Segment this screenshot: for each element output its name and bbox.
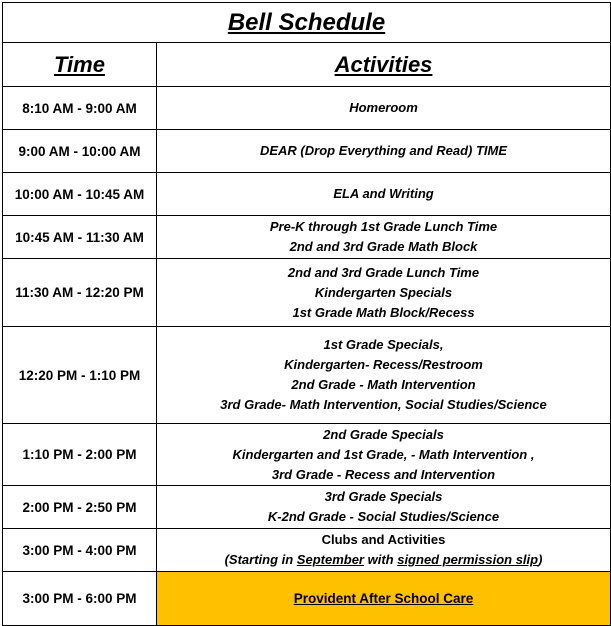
activity-line: 1st Grade Math Block/Recess: [292, 304, 475, 320]
table-row: [3, 486, 611, 529]
header-row: [3, 43, 611, 87]
table-row: [3, 259, 611, 327]
activity-line: 2nd and 3rd Grade Math Block: [289, 239, 478, 254]
activity-line: K-2nd Grade - Social Studies/Science: [267, 509, 500, 524]
activity-line: Kindergarten Specials: [314, 284, 453, 300]
title-row: [3, 3, 611, 43]
month-text: September: [296, 552, 364, 567]
activity-line: 3rd Grade Specials: [324, 489, 443, 504]
time-cell: 3:00 PM - 4:00 PM: [3, 529, 157, 572]
highlighted-activity-cell: [157, 572, 611, 626]
time-cell: 2:00 PM - 2:50 PM: [3, 486, 157, 529]
table-row: [3, 529, 611, 572]
time-cell: 10:00 AM - 10:45 AM: [3, 173, 157, 216]
activity-line: 2nd and 3rd Grade Lunch Time: [287, 264, 480, 280]
activity-cell: [157, 130, 611, 173]
activity-line: [157, 550, 610, 570]
permission-slip-text: signed permission slip: [397, 552, 539, 567]
time-cell: 9:00 AM - 10:00 AM: [3, 130, 157, 173]
activity-line: Clubs and Activities: [321, 532, 446, 547]
activity-cell: [157, 529, 611, 572]
text-fragment: (Starting in: [224, 552, 297, 567]
activity-cell: [157, 424, 611, 486]
time-header: Time: [3, 43, 157, 87]
table-row: [3, 173, 611, 216]
activity-line: 2nd Grade Specials: [323, 426, 444, 442]
activity-line: ELA and Writing: [333, 186, 434, 201]
bell-schedule-table: [2, 2, 611, 626]
activities-header: Activities: [157, 43, 611, 87]
activity-line: Kindergarten- Recess/Restroom: [284, 357, 483, 372]
activity-line: 1st Grade Specials,: [323, 337, 444, 352]
text-fragment: ): [538, 552, 543, 567]
time-cell: 10:45 AM - 11:30 AM: [3, 216, 157, 259]
activity-cell: [157, 173, 611, 216]
time-cell: 3:00 PM - 6:00 PM: [3, 572, 157, 626]
activity-cell: [157, 486, 611, 529]
activity-line: 3rd Grade - Recess and Intervention: [271, 466, 496, 482]
table-row: [3, 424, 611, 486]
activity-cell: [157, 327, 611, 424]
table-row: [3, 130, 611, 173]
after-school-care-label: Provident After School Care: [293, 590, 474, 606]
activity-cell: [157, 259, 611, 327]
activity-line: DEAR (Drop Everything and Read) TIME: [259, 143, 508, 158]
table-row: [3, 327, 611, 424]
activity-line: 2nd Grade - Math Intervention: [291, 377, 476, 392]
activity-line: 3rd Grade- Math Intervention, Social Studies/Science: [220, 397, 547, 412]
activity-line: Kindergarten and 1st Grade, - Math Intervention ,: [232, 446, 535, 462]
time-cell: 11:30 AM - 12:20 PM: [3, 259, 157, 327]
page-title: Bell Schedule: [3, 3, 611, 43]
table-row: [3, 216, 611, 259]
activity-cell: [157, 216, 611, 259]
text-fragment: with: [364, 552, 398, 567]
table-row: [3, 87, 611, 130]
time-cell: 12:20 PM - 1:10 PM: [3, 327, 157, 424]
activity-line: Homeroom: [349, 100, 418, 115]
activity-line: Pre-K through 1st Grade Lunch Time: [269, 219, 498, 234]
activity-cell: [157, 87, 611, 130]
time-cell: 8:10 AM - 9:00 AM: [3, 87, 157, 130]
time-cell: 1:10 PM - 2:00 PM: [3, 424, 157, 486]
table-row: [3, 572, 611, 626]
